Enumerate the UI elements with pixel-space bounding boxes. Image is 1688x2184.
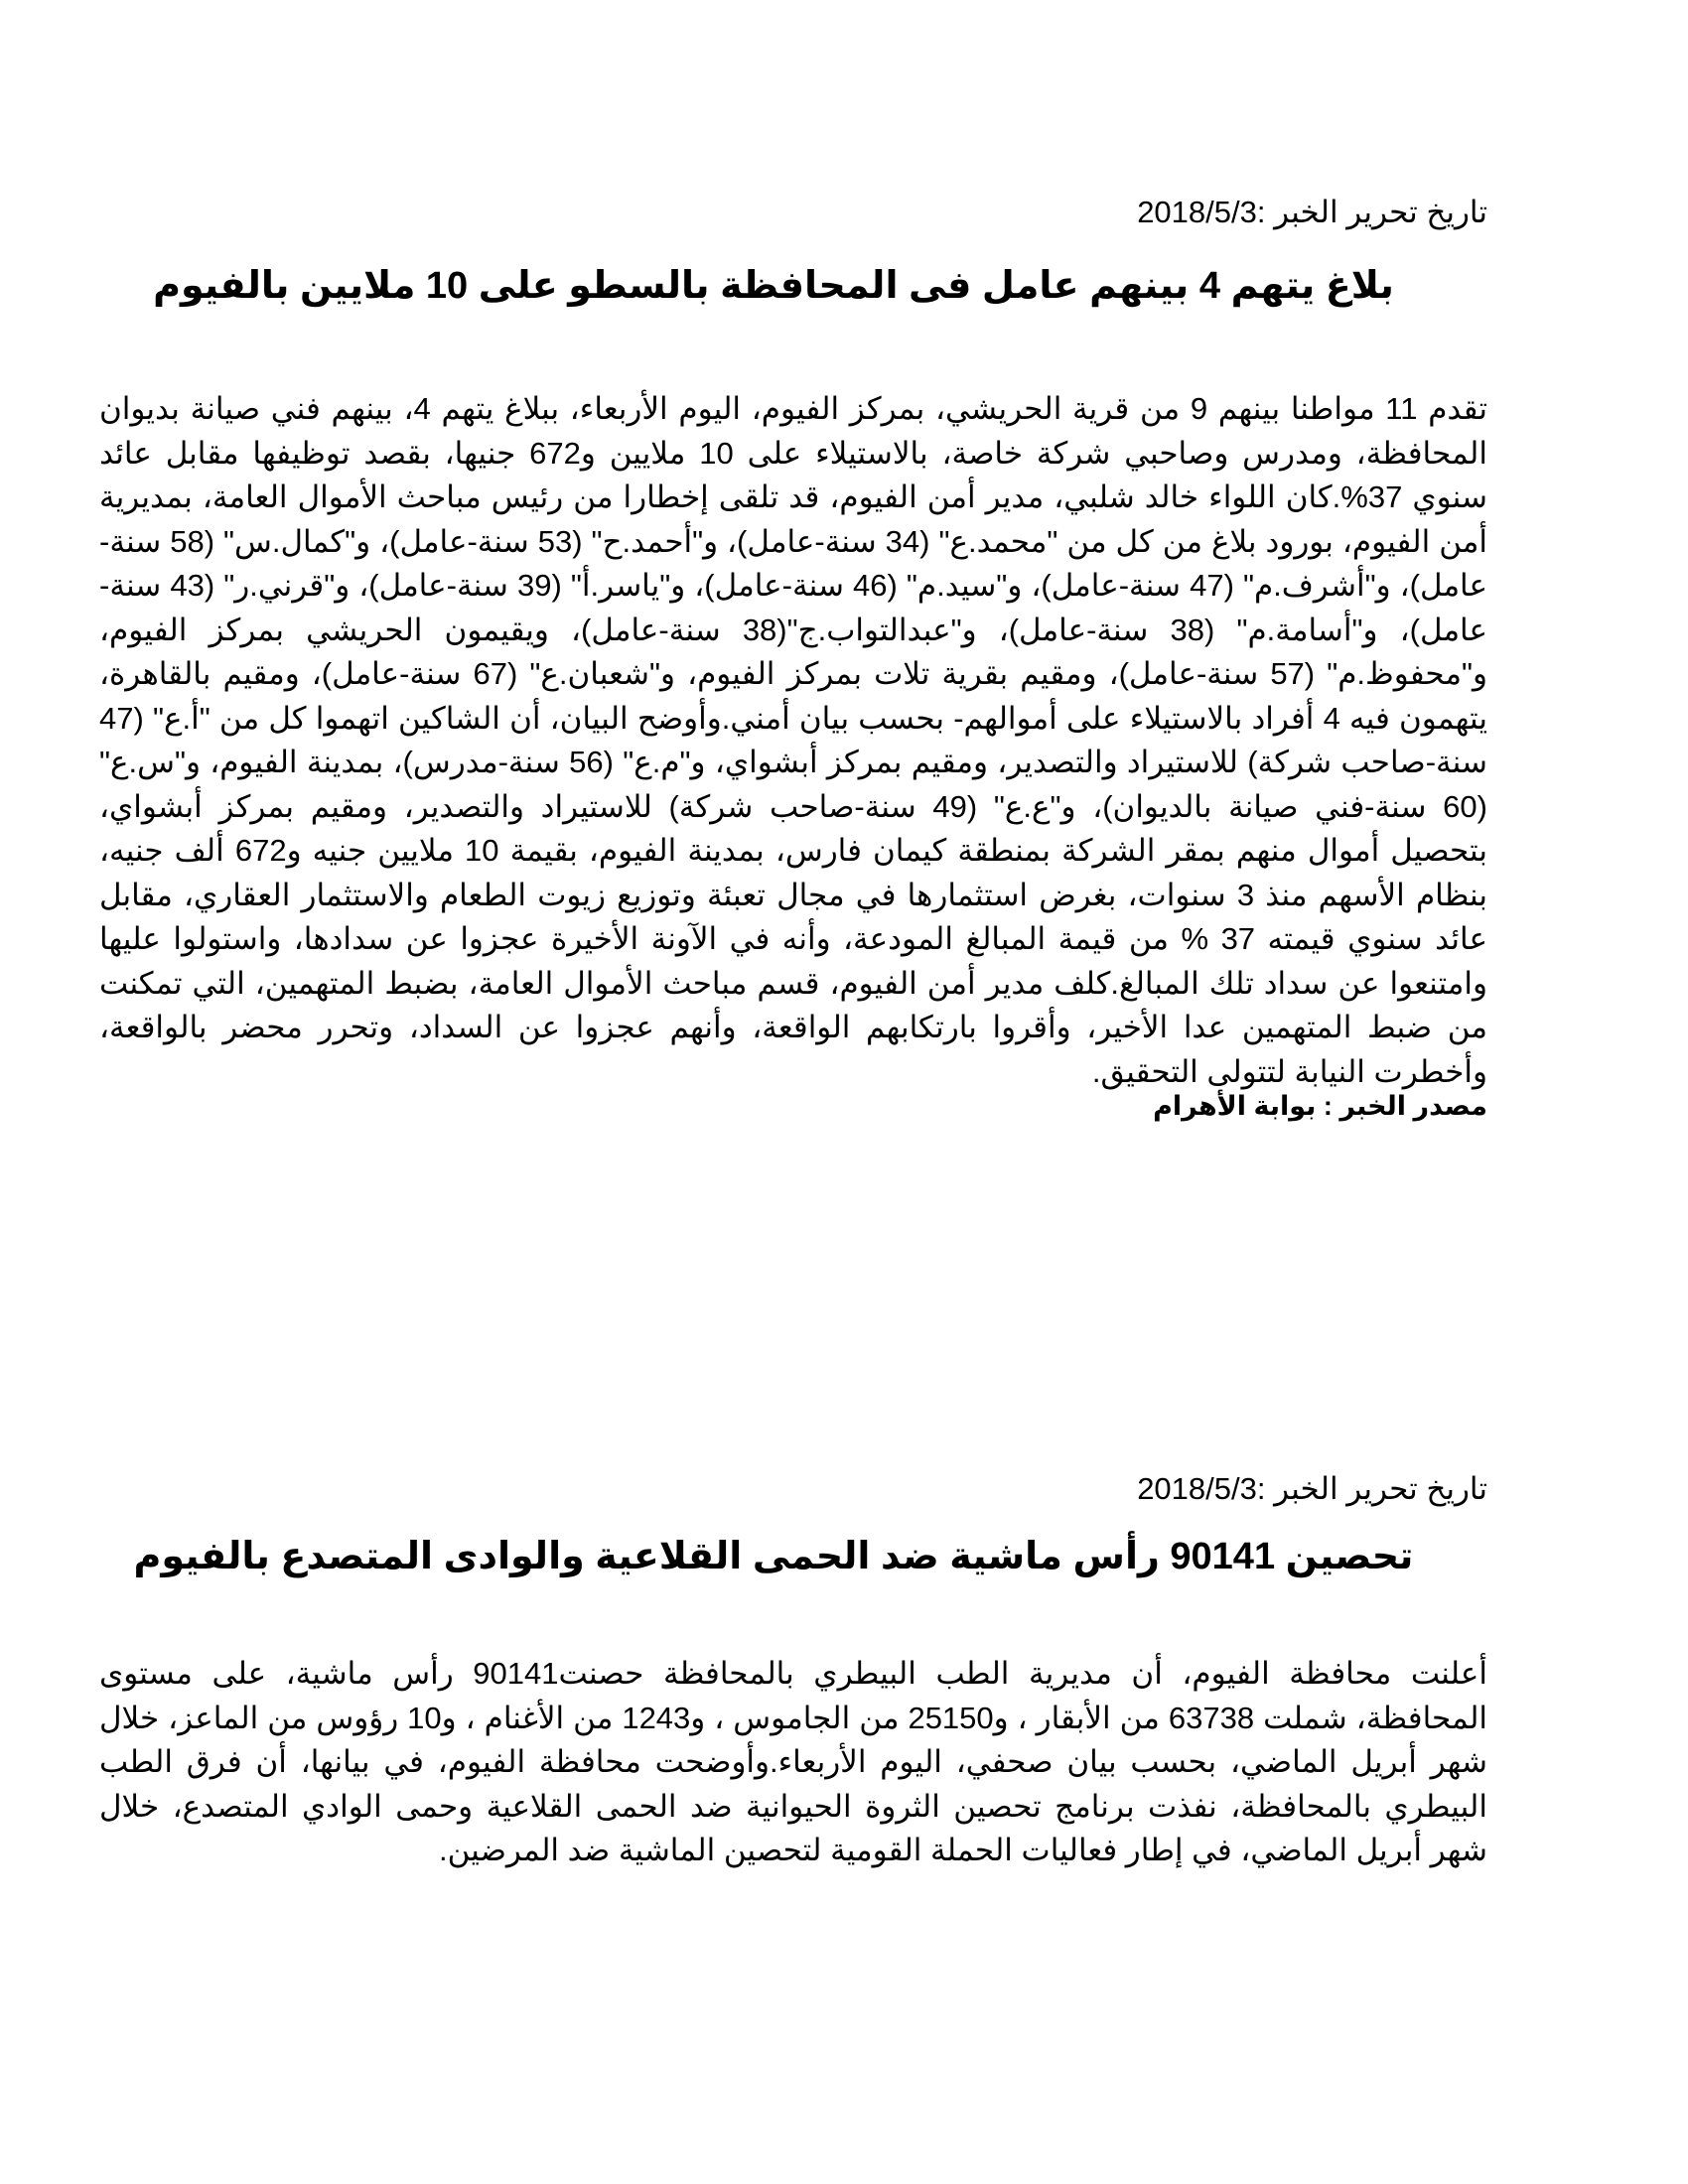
article-source: مصدر الخبر : بوابة الأهرام xyxy=(1153,1091,1487,1121)
article-date: تاريخ تحرير الخبر :2018/5/3 xyxy=(1137,195,1487,229)
article-headline: بلاغ يتهم 4 بينهم عامل فى المحافظة بالسطو على 10 ملايين بالفيوم xyxy=(153,265,1394,307)
article-headline: تحصين 90141 رأس ماشية ضد الحمى القلاعية والوادى المتصدع بالفيوم xyxy=(133,1536,1414,1577)
article-body: تقدم 11 مواطنا بينهم 9 من قرية الحريشي، بمركز الفيوم، اليوم الأربعاء، ببلاغ يتهم 4، بينهم فني صيانة بديوان المحافظة، ومدرس وصاحبي شركة خاصة، بالاستيلاء على 10 ملايين و672 جنيها، بقصد توظيفها مقابل عائد سنوي 37%.كان اللواء خالد شلبي، مدير أمن الفيوم، قد تلقى إخطارا من رئيس مباحث الأموال العامة، بمديرية أمن الفيوم، بورود بلاغ من كل من "محمد.ع" (34 سنة-عامل)، و"أحمد.ح" (53 سنة-عامل)، و"كمال.س" (58 سنة-عامل)، و"أشرف.م" (47 سنة-عامل)، و"سيد.م" (46 سنة-عامل)، و"ياسر.أ" (39 سنة-عامل)، و"قرني.ر" (43 سنة-عامل)، و"أسامة.م" (38 سنة-عامل)، و"عبدالتواب.ج"(38 سنة-عامل)، ويقيمون الحريشي بمركز الفيوم، و"محفوظ.م" (57 سنة-عامل)، ومقيم بقرية تلات بمركز الفيوم، و"شعبان.ع" (67 سنة-عامل)، ومقيم بالقاهرة، يتهمون فيه 4 أفراد بالاستيلاء على أموالهم- بحسب بيان أمني.وأوضح البيان، أن الشاكين اتهموا كل من "أ.ع" (47 سنة-صاحب شركة) للاستيراد والتصدير، ومقيم بمركز أبشواي، و"م.ع" (56 سنة-مدرس)، بمدينة الفيوم، و"س.ع" (60 سنة-فني صيانة بالديوان)، و"ع.ع" (49 سنة-صاحب شركة) للاستيراد والتصدير، ومقيم بمركز أبشواي، بتحصيل أموال منهم بمقر الشركة بمنطقة كيمان فارس، بمدينة الفيوم، بقيمة 10 ملايين جنيه و672 ألف جنيه، بنظام الأسهم منذ 3 سنوات، بغرض استثمارها في مجال تعبئة وتوزيع زيوت الطعام والاستثمار العقاري، مقابل عائد سنوي قيمته 37 % من قيمة المبالغ المودعة، وأنه في الآونة الأخيرة عجزوا عن سدادها، واستولوا عليها وامتنعوا عن سداد تلك المبالغ.كلف مدير أمن الفيوم، قسم مباحث الأموال العامة، بضبط المتهمين، التي تمكنت من ضبط المتهمين عدا الأخير، وأقروا بارتكابهم الواقعة، وأنهم عجزوا عن السداد، وتحرر محضر بالواقعة، وأخطرت النيابة لتتولى التحقيق. xyxy=(99,391,1488,1089)
news-article xyxy=(99,191,1487,1124)
article-date: تاريخ تحرير الخبر :2018/5/3 xyxy=(1137,1471,1487,1506)
article-body: أعلنت محافظة الفيوم، أن مديرية الطب البيطري بالمحافظة حصنت90141 رأس ماشية، على مستوى المحافظة، شملت 63738 من الأبقار ، و25150 من الجاموس ، و1243 من الأغنام ، و10 رؤوس من الماعز، خلال شهر أبريل الماضي، بحسب بيان صحفي، اليوم الأربعاء.وأوضحت محافظة الفيوم، في بيانها، أن فرق الطب البيطري بالمحافظة، نفذت برنامج تحصين الثروة الحيوانية ضد الحمى القلاعية وحمى الوادي المتصدع، خلال شهر أبريل الماضي، في إطار فعاليات الحملة القومية لتحصين الماشية ضد المرضين. xyxy=(99,1656,1487,1867)
news-article xyxy=(99,1467,1487,1873)
